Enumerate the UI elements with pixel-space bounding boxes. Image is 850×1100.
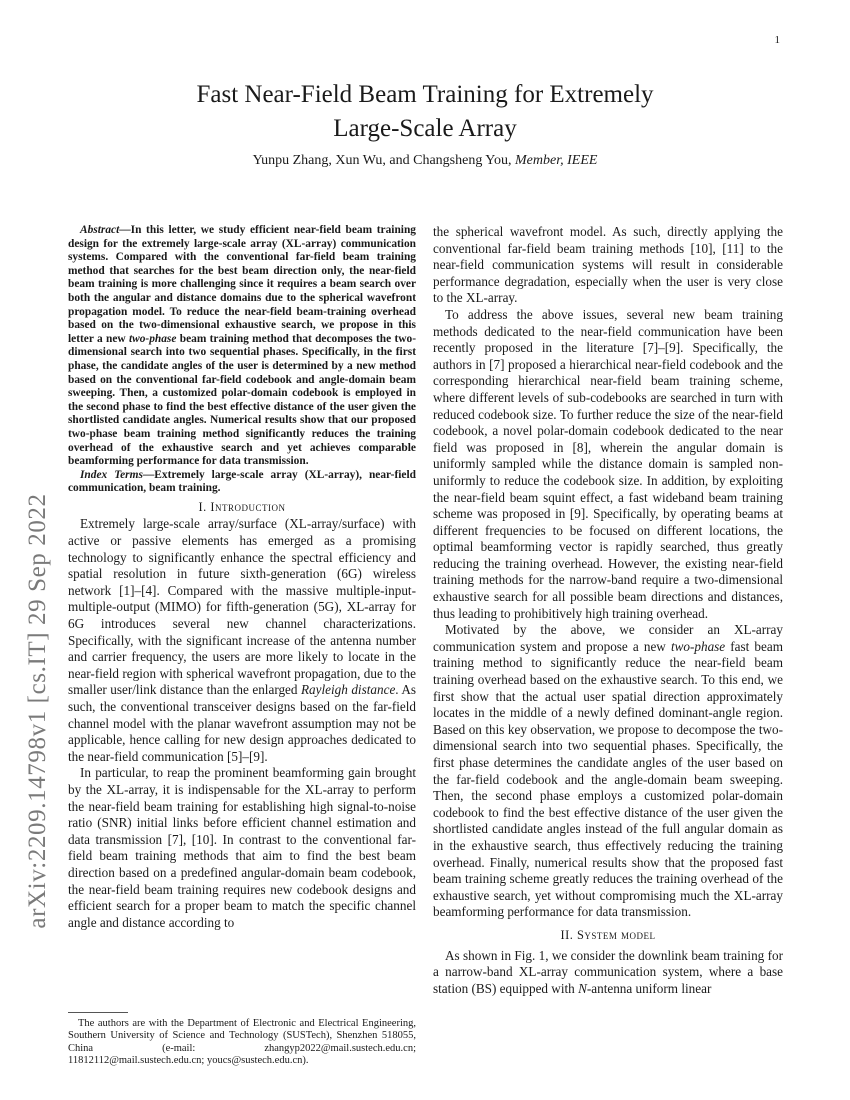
right-p4-variable: N [578,980,587,996]
footnote [68,1018,416,1068]
title-line-1: Fast Near-Field Beam Training for Extremely [196,81,654,108]
right-paragraph-2: To address the above issues, several new beam training methods dedicated to the near-field communication have been recently proposed in the literature [7]–[9]. Specifically, the authors in [7] proposed a hierarchical near-field codebook and the corresponding hierarchical near-field beam training scheme, where different levels of sub-codebooks are searched in turn with reduced codebook size. To further reduce the size of the near-field codebook, a novel polar-domain codebook dedicated to the near field was proposed in [8], wherein the angular domain is uniformly sampled while the distance domain is sampled non-uniformly to reduce the codebook size. In addition, by exploiting the near-field beam squint effect, a fast wideband beam training scheme was proposed in [9]. Specifically, by operating beams at different frequencies to be focused on different locations, the optimal beamforming vector is rapidly searched, thus greatly reducing the training overhead. However, the existing near-field training methods for the narrow-band require a two-dimensional exhaustive search for all possible beam directions and distances, thus leading to prohibitively high training overhead. [433,306,783,621]
section-2-title: System model [576,927,656,942]
page-number: 1 [774,34,780,46]
index-terms [68,469,416,496]
right-p3-text-1: Motivated by the above, we consider an XL-array communication system and propose a new [433,622,783,654]
right-paragraph-4 [433,948,783,998]
section-2-number: II. [560,927,577,942]
abstract [68,224,416,469]
author-list [0,153,850,169]
arxiv-identifier: arXiv:2209.14798v1 [cs.IT] 29 Sep 2022 [24,493,51,929]
intro-p1-text: Extremely large-scale array/surface (XL-array/surface) with active or passive elements has emerged as a promising technology to significantly enhance the spectral efficiency and spatial resolution in future sixth-generation (6G) wireless network [1]–[4]. Compared with the massive multiple-input-multiple-output (MIMO) for fifth-generation (5G), XL-array for 6G introduces several new channel characterizations. Specifically, with the significant increase of the antenna number and carrier frequency, the users are more likely to locate in the near-field region with spherical wavefront propagation, due to the smaller user/link distance than the enlarged [68,516,416,698]
intro-paragraph-2: In particular, to reap the prominent beamforming gain brought by the XL-array, it is indispensable for the XL-array to perform the near-field beam training for establishing high signal-to-noise ratio (SNR) initial links before efficient channel estimation and data transmission [7], [10]. In contrast to the conventional far-field beam training methods that aim to find the best beam direction based on a predefined angular-domain beam codebook, the near-field beam training requires new codebook designs and efficient search for a proper beam to match the specific channel angle and distance according to [68,765,416,930]
section-heading-introduction [68,499,416,516]
section-1-title: Introduction [210,499,286,514]
abstract-emphasis: two-phase [128,332,177,345]
section-1-number: I. [198,499,211,514]
author-names: Yunpu Zhang, Xun Wu, and Changsheng You, [252,153,512,168]
abstract-text-1: —In this letter, we study efficient near-field beam training design for the extremely large-scale array (XL-array) communication systems. Compared with the conventional far-field beam training method that searches for the best beam direction only, the near-field beam training is more challenging since it requires a beam search over both the angular and distance domains due to the spherical wavefront propagation model. To reduce the near-field beam-training overhead based on the two-dimensional exhaustive search, we propose in this letter a new [68,224,416,345]
section-heading-system-model [433,927,783,944]
paper-title [0,78,850,146]
index-terms-text: —Extremely large-scale array (XL-array), near-field communication, beam training. [68,468,416,495]
author-role: Member, IEEE [515,153,598,168]
intro-paragraph-1 [68,516,416,765]
index-terms-label: Index Terms [80,468,143,481]
abstract-text-2: beam training method that decomposes the two-dimensional search into two sequential phases. Specifically, in the first phase, the candidate angles of the user is determined by a new method based on the conventional far-field codebook and angle-domain beam sweeping. Then, a customized polar-domain codebook is employed in the second phase to find the best effective distance of the user given the shortlisted candidate angles. Numerical results show that our proposed two-phase beam training method significantly reduces the training overhead of the exhaustive search and yet achieves comparable beamforming performance for data transmission. [68,332,416,468]
right-p4-text-1: As shown in Fig. 1, we consider the downlink beam training for a narrow-band XL-array communication system, where a base station (BS) equipped with [433,947,783,996]
right-p4-text-2: -antenna uniform linear [586,980,712,996]
rayleigh-distance-term: Rayleigh distance [301,682,396,698]
intro-p1-tail: . As such, the conventional transceiver designs based on the far-field channel model with the planar wavefront assumption may not be applicable, hence calling for new design approaches dedicated to the near-field communication [5]–[9]. [68,682,416,764]
right-p3-text-2: fast beam training method to significantly reduce the near-field beam training overhead based on the exhaustive search. To this end, we first show that the actual user spatial direction approximately locates in the middle of a newly defined dominant-angle region. Based on this key observation, we propose to decompose the two-dimensional search into two sequential phases. Specifically, the first phase determines the candidate angles of the user based on the far-field codebook and the angle-domain beam sweeping. Then, the second phase employs a customized polar-domain codebook to find the best effective distance of the user given the shortlisted candidate angles instead of the full angular domain as in the exhaustive search, thus effectively reducing the training overhead. Finally, numerical results show that the proposed fast beam training scheme greatly reduces the training overhead of the exhaustive search, yet without compromising much the XL-array beamforming performance for data transmission. [433,638,783,920]
right-column [433,224,783,997]
title-line-2: Large-Scale Array [333,115,517,142]
right-paragraph-1: the spherical wavefront model. As such, directly applying the conventional far-field beam training methods [10], [11] to the near-field communication systems will result in considerable performance degradation, especially when the user is very close to the XL-array. [433,224,783,306]
left-column [68,224,416,931]
right-paragraph-3 [433,622,783,921]
footnote-text: The authors are with the Department of Electronic and Electrical Engineering, Southern University of Science and Technology (SUSTech), Shenzhen 518055, China (e-mail: zhangyp2022@mail.sustech.edu.cn; 11812112@mail.sustech.edu.cn; youcs@sustech.edu.cn). [68,1018,416,1067]
right-p3-emphasis: two-phase [670,638,726,654]
abstract-label: Abstract [80,224,120,236]
footnote-divider [68,1012,128,1013]
